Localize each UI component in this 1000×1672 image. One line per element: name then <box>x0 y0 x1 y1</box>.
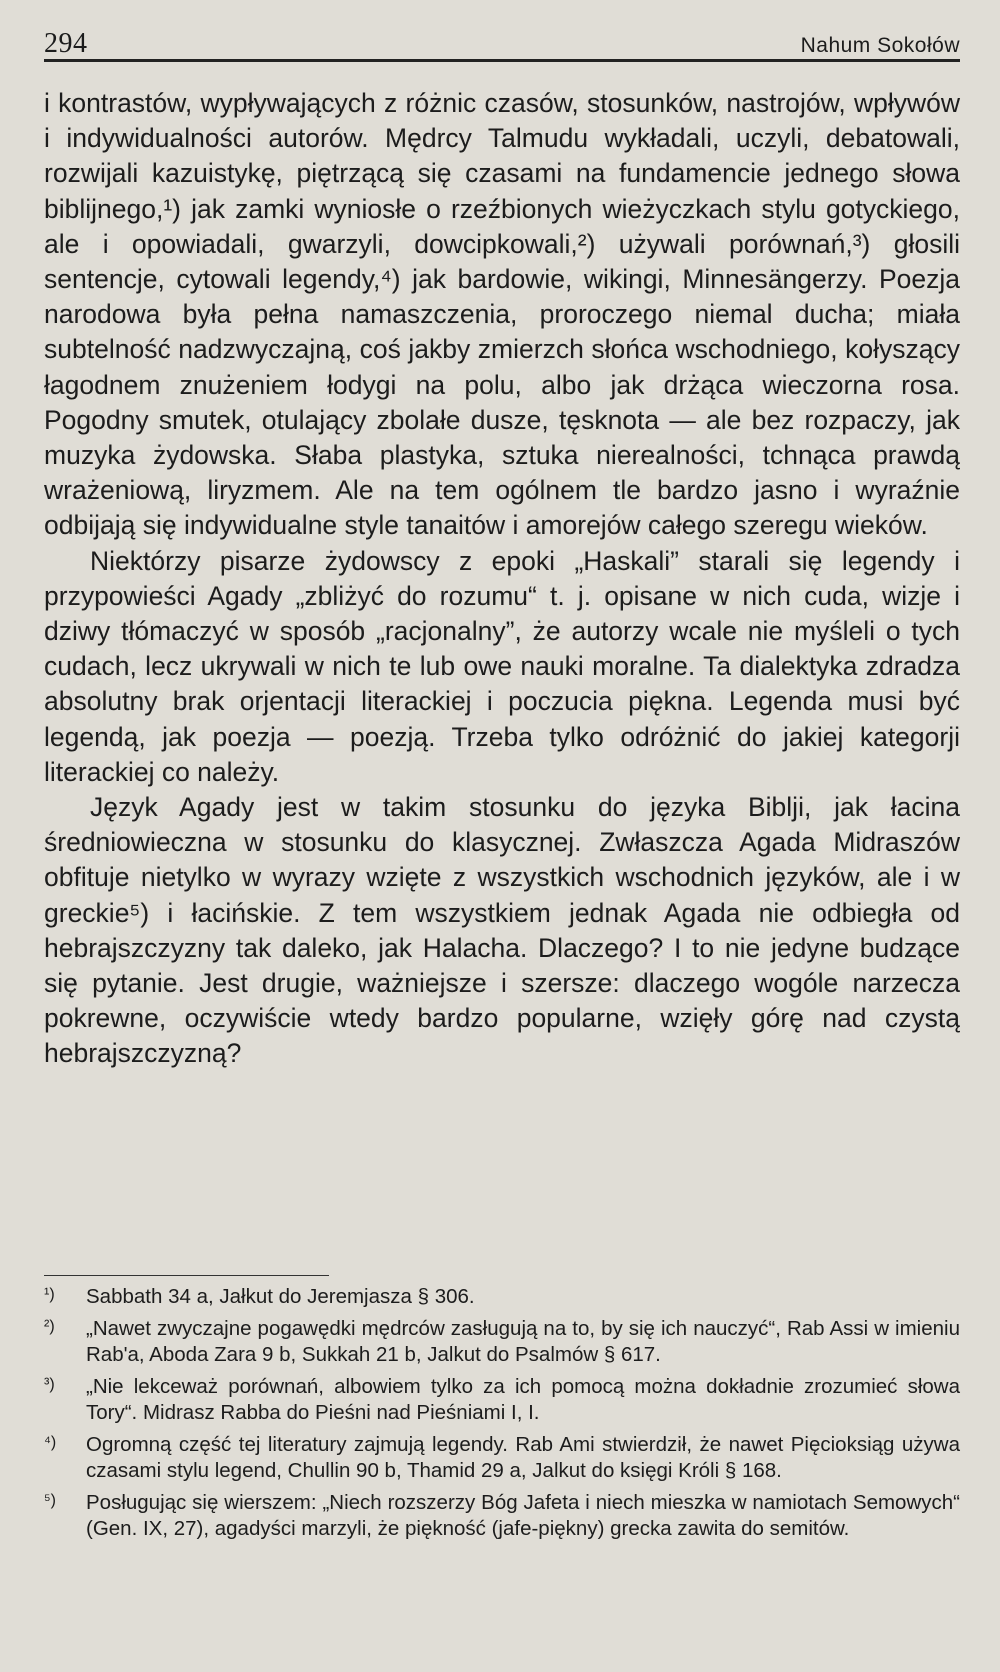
footnote-mark: ²) <box>44 1318 55 1335</box>
footnote-mark: ⁵) <box>44 1492 56 1509</box>
main-text <box>44 86 960 1072</box>
footnote-text: Posługując się wierszem: „Niech rozszerzy Bóg Jafeta i niech mieszka w namiotach Semowych“ (Gen. IX, 27), agadyści marzyli, że piękność (jafe-piękny) grecka zawita do semitów. <box>86 1491 960 1540</box>
header-rule <box>44 59 960 62</box>
page-header <box>44 22 960 62</box>
footnote-text: Ogromną część tej literatury zajmują legendy. Rab Ami stwierdził, że nawet Pięcioksiąg używa czasami stylu legend, Chullin 90 b, Thamid 29 a, Jalkut do księgi Króli § 168. <box>86 1433 960 1482</box>
footnote-mark: ⁴) <box>44 1434 57 1451</box>
footnote-mark: ¹) <box>44 1286 55 1303</box>
running-head: Nahum Sokołów <box>800 34 960 57</box>
footnote-text: „Nawet zwyczajne pogawędki mędrców zasługują na to, by się ich nauczyć“, Rab Assi w imieniu Rab'a, Aboda Zara 9 b, Sukkah 21 b, Jalkut do Psalmów § 617. <box>86 1317 960 1366</box>
paragraph-2: Niektórzy pisarze żydowscy z epoki „Haskali” starali się legendy i przypowieści Agady „zbliżyć do rozumu“ t. j. opisane w nich cuda, wizje i dziwy tłómaczyć w sposób „racjonalny”, że autorzy wcale nie myśleli o tych cudach, lecz ukrywali w nich te lub owe nauki moralne. Ta dialektyka zdradza absolutny brak orjentacji literackiej i poczucia piękna. Legenda musi być legendą, jak poezja — poezją. Trzeba tylko odróżnić do jakiej kategorji literackiej co należy. <box>44 545 960 787</box>
footnote-mark: ³) <box>44 1376 55 1393</box>
footnote-rule <box>44 1275 329 1276</box>
footnote-text: Sabbath 34 a, Jałkut do Jeremjasza § 306. <box>86 1285 475 1308</box>
footnote-5 <box>44 1490 960 1542</box>
paragraph-3: Język Agady jest w takim stosunku do języka Biblji, jak łacina średniowieczna w stosunku do klasycznej. Zwłaszcza Agada Midraszów obfituje nietylko w wyrazy wzięte z wszystkich wschodnich języków, ale i w greckie⁵) i łacińskie. Z tem wszystkiem jednak Agada nie odbiegła od hebrajszczyzny tak daleko, jak Halacha. Dlaczego? I to nie jedyne budzące się pytanie. Jest drugie, ważniejsze i szersze: dlaczego wogóle narzecza pokrewne, oczywiście wtedy bardzo popularne, wzięły górę nad czystą hebrajszczyzną? <box>44 792 960 1069</box>
footnote-2 <box>44 1316 960 1368</box>
footnote-1 <box>44 1284 960 1310</box>
paragraph-1: i kontrastów, wypływających z różnic czasów, stosunków, nastrojów, wpływów i indywidualności autorów. Mędrcy Talmudu wykładali, uczyli, debatowali, rozwijali kazuistykę, piętrzącą się czasami na fundamencie jednego słowa biblijnego,¹) jak zamki wyniosłe o rzeźbionych wieżyczkach stylu gotyckiego, ale i opowiadali, gwarzyli, dowcipkowali,²) używali porównań,³) głosili sentencje, cytowali legendy,⁴) jak bardowie, wikingi, Minnesängerzy. Poezja narodowa była pełna namaszczenia, proroczego niemal ducha; miała subtelność nadzwyczajną, coś jakby zmierzch słońca wschodniego, kołyszący łagodnem znużeniem łodygi na polu, albo jak drżąca wieczorna rosa. Pogodny smutek, otulający zbolałe dusze, tęsknota — ale bez rozpaczy, jak muzyka żydowska. Słaba plastyka, sztuka nierealności, tchnąca prawdą wrażeniową, liryzmem. Ale na tem ogólnem tle bardzo jasno i wyraźnie odbijają się indywidualne style tanaitów i amorejów całego szeregu wieków. <box>44 88 960 541</box>
footnote-4 <box>44 1432 960 1484</box>
page-number: 294 <box>44 28 88 59</box>
footnote-text: „Nie lekceważ porównań, albowiem tylko za ich pomocą można dokładnie zrozumieć słowa Tory“. Midrasz Rabba do Pieśni nad Pieśniami I, I. <box>86 1375 960 1424</box>
footnotes <box>44 1284 960 1548</box>
footnote-3 <box>44 1374 960 1426</box>
